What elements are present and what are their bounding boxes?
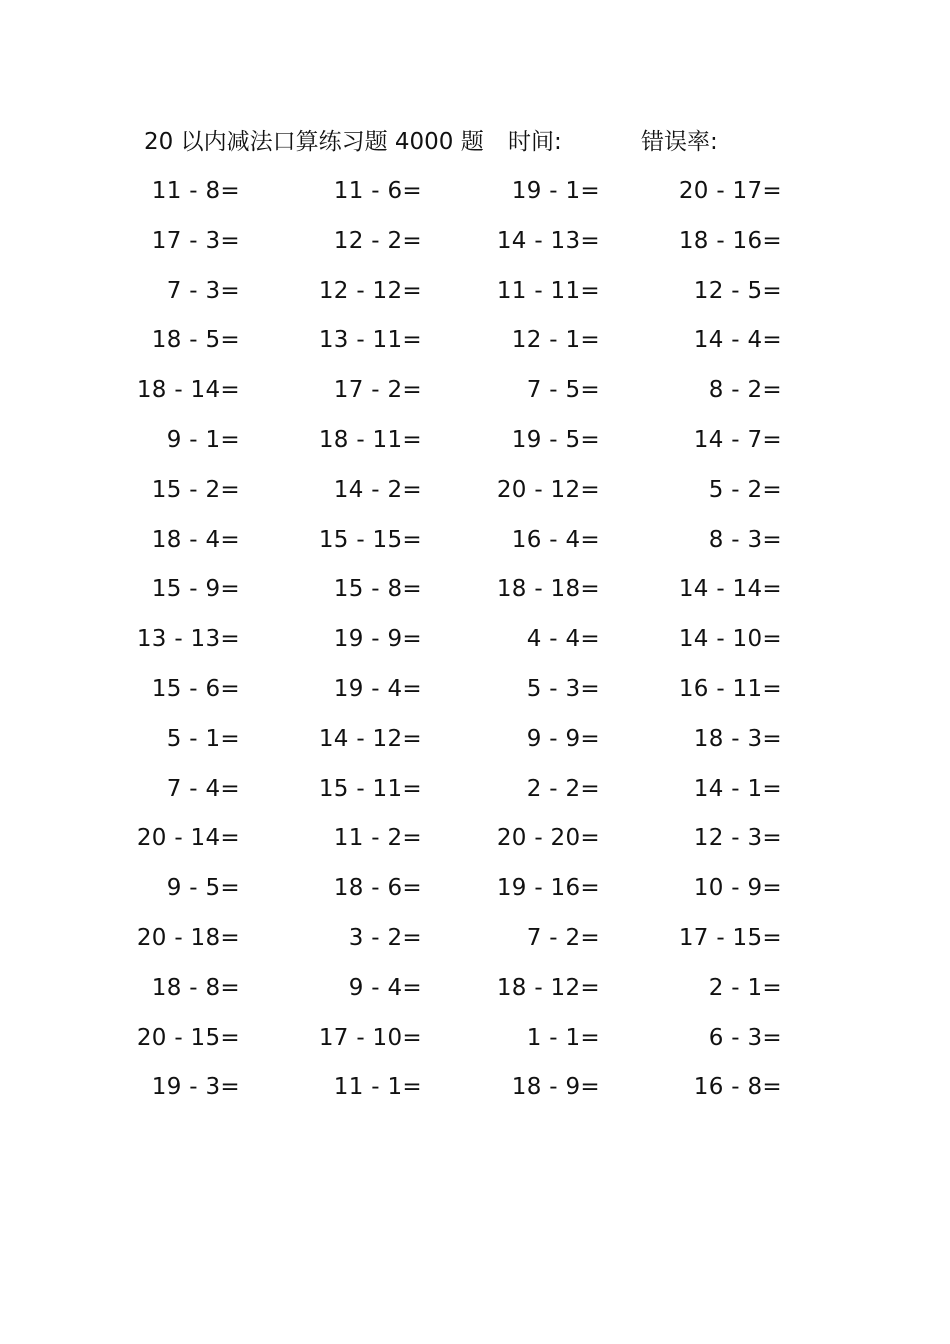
problem-item: 18 - 4= — [151, 526, 240, 553]
problem-item: 19 - 16= — [496, 875, 600, 902]
worksheet-title: 20 以内减法口算练习题 4000 题 — [144, 129, 484, 155]
problem-item: 18 - 9= — [511, 1074, 600, 1101]
problem-item: 11 - 1= — [333, 1074, 422, 1101]
problem-row — [0, 916, 950, 966]
error-rate-label: 错误率: — [641, 129, 718, 155]
problem-item: 15 - 9= — [151, 576, 240, 603]
problem-item: 15 - 15= — [318, 526, 422, 553]
problem-row — [0, 169, 950, 219]
problem-row — [0, 368, 950, 418]
problem-item: 12 - 1= — [511, 327, 600, 354]
problem-item: 2 - 2= — [526, 775, 600, 802]
problem-item: 14 - 4= — [693, 327, 782, 354]
problem-item: 2 - 1= — [708, 974, 782, 1001]
problem-item: 14 - 12= — [318, 725, 422, 752]
problem-item: 12 - 5= — [693, 277, 782, 304]
problem-row — [0, 219, 950, 269]
problem-item: 15 - 2= — [151, 476, 240, 503]
problem-item: 19 - 1= — [511, 178, 600, 204]
problem-item: 5 - 1= — [166, 725, 240, 752]
problem-item: 18 - 6= — [333, 875, 422, 902]
problem-item: 14 - 13= — [496, 227, 600, 254]
problem-row — [0, 318, 950, 368]
problem-item: 13 - 11= — [318, 327, 422, 354]
problem-item: 9 - 9= — [526, 725, 600, 752]
problem-item: 9 - 4= — [348, 974, 422, 1001]
problem-item: 17 - 2= — [333, 377, 422, 404]
problem-item: 19 - 5= — [511, 426, 600, 453]
problem-item: 17 - 10= — [318, 1024, 422, 1051]
problem-item: 18 - 12= — [496, 974, 600, 1001]
problem-item: 7 - 4= — [166, 775, 240, 802]
problem-item: 14 - 1= — [693, 775, 782, 802]
problem-item: 14 - 14= — [678, 576, 782, 603]
problem-item: 18 - 3= — [693, 725, 782, 752]
worksheet-header — [0, 124, 950, 160]
problem-row — [0, 518, 950, 568]
time-label: 时间: — [508, 129, 562, 155]
problem-row — [0, 418, 950, 468]
problem-item: 18 - 11= — [318, 426, 422, 453]
problem-row — [0, 567, 950, 617]
problem-item: 16 - 4= — [511, 526, 600, 553]
problem-item: 4 - 4= — [526, 626, 600, 653]
problem-row — [0, 966, 950, 1016]
problem-item: 6 - 3= — [708, 1024, 782, 1051]
problem-item: 8 - 3= — [708, 526, 782, 553]
problem-item: 10 - 9= — [693, 875, 782, 902]
problem-item: 7 - 5= — [526, 377, 600, 404]
problem-item: 1 - 1= — [526, 1024, 600, 1051]
problem-item: 8 - 2= — [708, 377, 782, 404]
problem-item: 16 - 11= — [678, 675, 782, 702]
problem-row — [0, 717, 950, 767]
problem-item: 20 - 12= — [496, 476, 600, 503]
problem-row — [0, 269, 950, 319]
problem-item: 11 - 8= — [151, 178, 240, 204]
problem-item: 12 - 2= — [333, 227, 422, 254]
problem-item: 18 - 8= — [151, 974, 240, 1001]
problem-item: 11 - 11= — [496, 277, 600, 304]
problem-item: 7 - 2= — [526, 924, 600, 951]
problem-item: 19 - 3= — [151, 1074, 240, 1101]
problem-item: 14 - 2= — [333, 476, 422, 503]
problem-row — [0, 1016, 950, 1066]
problem-item: 5 - 2= — [708, 476, 782, 503]
problem-item: 11 - 6= — [333, 178, 422, 204]
problem-item: 17 - 15= — [678, 924, 782, 951]
problem-item: 18 - 18= — [496, 576, 600, 603]
problem-row — [0, 468, 950, 518]
problem-item: 7 - 3= — [166, 277, 240, 304]
problem-item: 12 - 12= — [318, 277, 422, 304]
problem-item: 15 - 8= — [333, 576, 422, 603]
problem-row — [0, 617, 950, 667]
problem-item: 5 - 3= — [526, 675, 600, 702]
problem-item: 15 - 11= — [318, 775, 422, 802]
problem-item: 14 - 10= — [678, 626, 782, 653]
problem-item: 14 - 7= — [693, 426, 782, 453]
problem-item: 17 - 3= — [151, 227, 240, 254]
problem-item: 20 - 18= — [136, 924, 240, 951]
problem-item: 19 - 4= — [333, 675, 422, 702]
problem-row — [0, 667, 950, 717]
problem-item: 3 - 2= — [348, 924, 422, 951]
problem-item: 13 - 13= — [136, 626, 240, 653]
problem-row — [0, 866, 950, 916]
problem-item: 18 - 14= — [136, 377, 240, 404]
problem-item: 12 - 3= — [693, 825, 782, 852]
problem-item: 9 - 1= — [166, 426, 240, 453]
problem-row — [0, 816, 950, 866]
problem-item: 20 - 14= — [136, 825, 240, 852]
problem-item: 16 - 8= — [693, 1074, 782, 1101]
problem-item: 18 - 16= — [678, 227, 782, 254]
problem-item: 15 - 6= — [151, 675, 240, 702]
problem-item: 11 - 2= — [333, 825, 422, 852]
problem-item: 20 - 17= — [678, 178, 782, 204]
problem-item: 20 - 20= — [496, 825, 600, 852]
problem-row — [0, 767, 950, 817]
problem-item: 20 - 15= — [136, 1024, 240, 1051]
problem-item: 19 - 9= — [333, 626, 422, 653]
problem-item: 18 - 5= — [151, 327, 240, 354]
problem-row — [0, 1065, 950, 1115]
problem-grid — [0, 169, 950, 1115]
problem-item: 9 - 5= — [166, 875, 240, 902]
